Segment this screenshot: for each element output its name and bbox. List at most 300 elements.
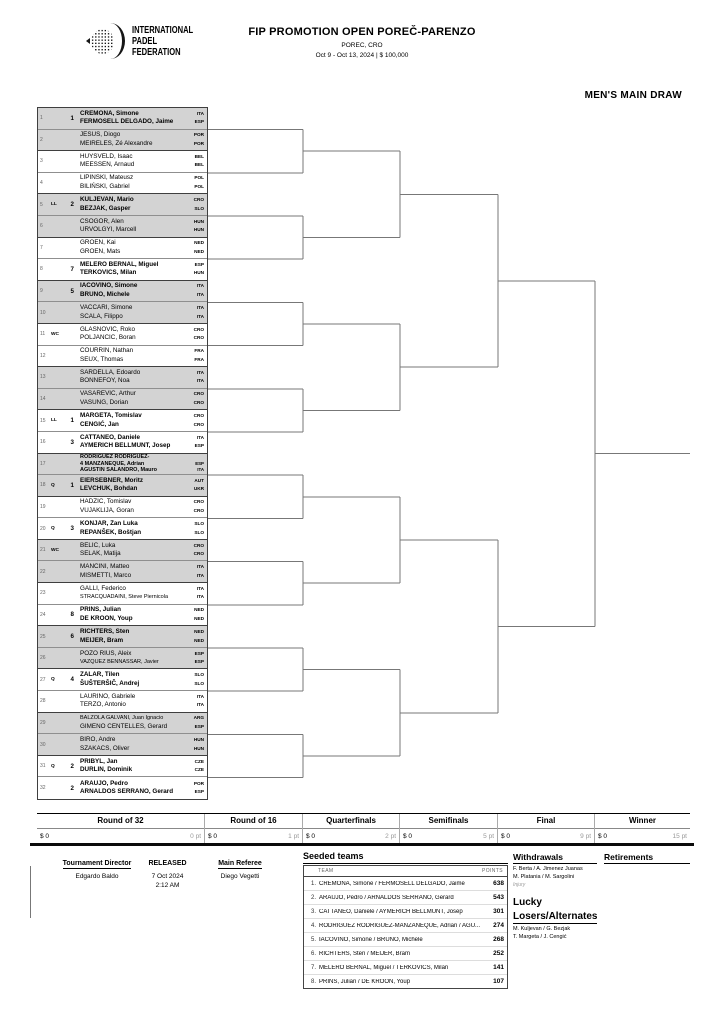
entry-player-2: FERMOSELL DELGADO, Jaime <box>80 118 174 126</box>
entry-player-2: GIMENO CENTELLES, Gerard <box>80 722 168 730</box>
round-prize: $ 0 <box>40 832 50 840</box>
tournament-title: FIP PROMOTION OPEN POREČ-PARENZO <box>248 26 476 38</box>
seeded-team-row <box>304 961 507 975</box>
entry-player-2: SEUX, Thomas <box>80 355 124 363</box>
withdrawal-item: M. Platania / M. Sargolini <box>513 873 575 880</box>
entry-player-2: DURLIN, Dominik <box>80 766 133 774</box>
bracket-entry-5 <box>38 194 207 216</box>
entry-seed: 2 <box>70 201 74 209</box>
round-prize: $ 0 <box>306 832 316 840</box>
entry-countries <box>187 758 207 775</box>
seeded-points: 638 <box>493 880 504 887</box>
entry-seed: 3 <box>70 525 74 533</box>
entry-position: 5 <box>40 201 43 208</box>
round-points: 15 pt <box>672 832 687 840</box>
entry-player-1: BALZOLA GALVANI, Juan Ignacio <box>80 715 164 722</box>
header-title-block <box>162 26 562 59</box>
entry-player-1: ZALAR, Tilen <box>80 671 120 679</box>
entry-seed: 7 <box>70 265 74 273</box>
seeded-team: CATTANEO, Daniele / AYMERICH BELLMUNT, Josep <box>319 908 463 915</box>
entry-players <box>74 628 187 645</box>
seeded-col-team: TEAM <box>318 868 334 874</box>
entry-country-2: ESP <box>194 119 204 125</box>
entry-tag: Q <box>51 763 55 769</box>
entry-country-2: CRO <box>193 421 204 427</box>
entry-country-1: AUT <box>194 477 204 483</box>
bracket-entry-12 <box>38 346 207 368</box>
retirements-section <box>604 852 690 864</box>
entry-player-2: VAZQUEZ BENNASSAR, Javier <box>80 659 159 666</box>
seeded-points: 107 <box>493 978 504 985</box>
entry-player-1: LAURINO, Gabriele <box>80 692 136 700</box>
entry-players <box>74 153 187 170</box>
entry-position: 24 <box>40 611 46 618</box>
entry-countries <box>187 390 207 407</box>
entry-country-1: ESP <box>194 650 204 656</box>
seeded-team-row <box>304 877 507 891</box>
entry-player-2: BRUNO, Michele <box>80 291 130 299</box>
entry-player-1: MARGETA, Tomislav <box>80 412 142 420</box>
entry-countries <box>187 780 207 797</box>
bracket-entry-23 <box>38 583 207 605</box>
bracket-entry-9 <box>38 281 207 303</box>
bracket-entry-16 <box>38 432 207 454</box>
entry-country-1: ITA <box>196 434 204 440</box>
round-prize-row <box>205 829 302 844</box>
round-prize: $ 0 <box>598 832 608 840</box>
entry-player-1: ARAUJO, Pedro <box>80 779 128 787</box>
entry-countries <box>187 477 207 494</box>
entry-countries <box>187 153 207 170</box>
entry-country-1: HUN <box>193 736 204 742</box>
entry-player-2: BILIŃSKI, Gabriel <box>80 183 130 191</box>
entry-countries <box>187 261 207 278</box>
entry-countries <box>187 110 207 127</box>
bracket-entry-18 <box>38 475 207 497</box>
entry-country-2: ESP <box>195 460 204 466</box>
seeded-points: 141 <box>493 964 504 971</box>
entry-countries <box>187 606 207 623</box>
bracket-entry-17 <box>38 454 207 476</box>
entry-player-1: JESUS, Diogo <box>80 131 121 139</box>
padel-ball-icon <box>88 20 126 62</box>
entry-country-2: ESP <box>194 659 204 665</box>
footer-left-rule <box>30 866 31 918</box>
entry-country-2: SLO <box>194 205 204 211</box>
entry-position: 1 <box>40 115 43 122</box>
round-prize: $ 0 <box>501 832 511 840</box>
entry-country-2: ITA <box>196 378 204 384</box>
entry-players <box>74 780 187 797</box>
entry-player-2: POLJANCIC, Boran <box>80 334 136 342</box>
tournament-director-block <box>37 852 157 881</box>
entry-position: 28 <box>40 698 46 705</box>
entry-position: 29 <box>40 719 46 726</box>
round-prize: $ 0 <box>403 832 413 840</box>
tournament-director-label: Tournament Director <box>62 860 132 867</box>
entry-position: 9 <box>40 288 43 295</box>
entry-seed: 2 <box>70 762 74 770</box>
withdrawals-title: Withdrawals <box>513 852 597 864</box>
entry-country-2: CRO <box>193 400 204 406</box>
entry-seed: 5 <box>70 287 74 295</box>
entry-country-2: ITA <box>196 572 204 578</box>
entry-country-2: HUN <box>193 745 204 751</box>
round-column-winner <box>595 814 690 844</box>
entry-players <box>74 585 187 602</box>
entry-countries <box>187 454 207 473</box>
entry-player-2: VASUNG, Dorian <box>80 399 129 407</box>
entry-player-2: MEIRELES, Zé Alexandre <box>80 139 153 147</box>
entry-players <box>74 736 187 753</box>
bracket-entry-15 <box>38 410 207 432</box>
entry-player-1: GALLI, Federico <box>80 584 126 592</box>
round-points: 5 pt <box>483 832 494 840</box>
bracket-entry-25 <box>38 626 207 648</box>
entry-players <box>74 369 187 386</box>
entry-country-1: SLO <box>194 520 204 526</box>
lucky-loser-item: M. Kuljevan / G. Bezjak <box>513 926 571 932</box>
entry-player-1: RODRIGUEZ RODRIGUEZ- <box>80 454 150 461</box>
round-label: Round of 32 <box>37 814 204 829</box>
entry-position: 2 <box>40 136 43 143</box>
entry-player-2: AYMERICH BELLMUNT, Josep <box>80 442 171 450</box>
entry-player-2: SCALA, Filippo <box>80 312 123 320</box>
entry-country-1: ITA <box>196 369 204 375</box>
entry-country-3: ITA <box>197 467 204 472</box>
entry-players <box>74 282 187 299</box>
entry-player-2: LEVCHUK, Bohdan <box>80 485 138 493</box>
entry-player-2: SELAK, Matija <box>80 550 121 558</box>
entry-country-2: POR <box>193 140 204 146</box>
entry-position: 20 <box>40 525 46 532</box>
entry-country-1: HUN <box>193 218 204 224</box>
entry-country-2: FRA <box>194 356 204 362</box>
entry-players <box>74 477 187 494</box>
released-date: 7 Oct 2024 <box>151 873 184 880</box>
round-label: Round of 16 <box>205 814 302 829</box>
round-column-semifinals <box>400 814 498 844</box>
entry-countries <box>187 369 207 386</box>
entry-country-2: CZE <box>194 767 204 773</box>
seeded-rank: 3. <box>310 908 316 915</box>
entry-countries <box>187 563 207 580</box>
entry-player-1: IACOVINO, Simone <box>80 282 138 290</box>
bracket-entry-20 <box>38 518 207 540</box>
entry-position: 6 <box>40 223 43 230</box>
entry-player-2: VUJAKLIJA, Goran <box>80 506 134 514</box>
entry-player-2: MISMETTI, Marco <box>80 571 132 579</box>
draw-title: MEN'S MAIN DRAW <box>584 90 682 101</box>
round-prize-row <box>595 829 690 844</box>
round-prize-row <box>400 829 497 844</box>
ipf-logo-text: INTERNATIONAL PADEL FEDERATION <box>132 23 194 58</box>
entry-country-1: ITA <box>196 585 204 591</box>
entry-countries <box>187 196 207 213</box>
entry-player-1: MELERO BERNAL, Miguel <box>80 260 159 268</box>
round-label: Final <box>498 814 594 829</box>
entry-player-2: BONNEFOY, Noa <box>80 377 130 385</box>
entry-players <box>74 347 187 364</box>
entry-country-1: BEL <box>194 153 204 159</box>
bracket-entry-10 <box>38 302 207 324</box>
lucky-losers-title-line1: Lucky <box>513 897 542 908</box>
entry-player-2: GROEN, Mats <box>80 247 121 255</box>
entry-players <box>74 390 187 407</box>
entry-country-2: NED <box>194 637 204 643</box>
entry-player-1: GLASNOVIC, Roko <box>80 325 135 333</box>
seeded-team-row <box>304 891 507 905</box>
round-column-round-of-16 <box>205 814 303 844</box>
entry-position: 23 <box>40 590 46 597</box>
entry-player-2: ARNALDOS SERRANO, Gerard <box>80 788 174 796</box>
entry-country-2: CRO <box>193 507 204 513</box>
entry-player-2: BEZJAK, Gasper <box>80 204 131 212</box>
entry-country-1: SLO <box>194 672 204 678</box>
entry-countries <box>187 671 207 688</box>
bracket-entry-11 <box>38 324 207 346</box>
round-prize: $ 0 <box>208 832 218 840</box>
bracket-entry-30 <box>38 734 207 756</box>
round-column-round-of-32 <box>37 814 205 844</box>
bracket-entry-24 <box>38 605 207 627</box>
entry-country-1: CRO <box>193 542 204 548</box>
entry-players <box>74 520 187 537</box>
entry-country-1: CZE <box>194 758 204 764</box>
entry-countries <box>187 347 207 364</box>
bracket-entry-8 <box>38 259 207 281</box>
entry-player-1: PRINS, Julian <box>80 606 121 614</box>
entry-countries <box>187 628 207 645</box>
seeded-points: 252 <box>493 950 504 957</box>
entry-countries <box>187 218 207 235</box>
withdrawal-reason: Injury <box>513 882 526 888</box>
seeded-points: 268 <box>493 936 504 943</box>
entry-players <box>74 110 187 127</box>
round-points: 9 pt <box>580 832 591 840</box>
entry-country-1: ITA <box>196 564 204 570</box>
entry-country-1: ITA <box>196 693 204 699</box>
bracket-entry-27 <box>38 669 207 691</box>
round-column-final <box>498 814 595 844</box>
bracket-entries <box>37 107 208 800</box>
entry-player-2: ŠUŠTERŠIČ, Andrej <box>80 679 140 687</box>
entry-country-2: ESP <box>194 723 204 729</box>
released-time: 2:12 AM <box>155 882 180 889</box>
entry-player-2: SZAKACS, Oliver <box>80 744 130 752</box>
tournament-location: POREC, CRO <box>341 42 383 49</box>
entry-players <box>74 563 187 580</box>
entry-player-2: REPANŠEK, Boštjan <box>80 528 142 536</box>
seeded-points: 274 <box>493 922 504 929</box>
entry-country-2: SLO <box>194 529 204 535</box>
entry-country-1: ARG <box>193 715 204 721</box>
bracket-entry-1 <box>38 108 207 130</box>
entry-country-2: CRO <box>193 551 204 557</box>
round-prize-row <box>37 829 204 844</box>
entry-player-2: DE KROON, Youp <box>80 614 133 622</box>
main-referee-block <box>205 852 275 881</box>
entry-player-1: POZO RIUS, Aleix <box>80 649 132 657</box>
entry-country-1: CRO <box>193 499 204 505</box>
seeded-col-points: POINTS <box>481 868 503 874</box>
entry-countries <box>187 131 207 148</box>
seeded-team-row <box>304 933 507 947</box>
entry-position: 7 <box>40 244 43 251</box>
withdrawals-section <box>513 852 597 941</box>
entry-seed: 1 <box>70 417 74 425</box>
entry-tag: Q <box>51 677 55 683</box>
entry-country-1: POR <box>193 132 204 138</box>
entry-player-1: HUYSVELD, Isaac <box>80 152 133 160</box>
entry-country-1: CRO <box>193 326 204 332</box>
entry-tag: WC <box>51 547 59 553</box>
seeded-rank: 1. <box>310 880 316 887</box>
entry-position: 18 <box>40 482 46 489</box>
bracket-entry-13 <box>38 367 207 389</box>
entry-player-2: MEIJER, Bram <box>80 636 124 644</box>
seeded-team-row <box>304 919 507 933</box>
entry-player-1: RICHTERS, Sten <box>80 627 130 635</box>
entry-countries <box>187 412 207 429</box>
entry-countries <box>187 542 207 559</box>
entry-tag: LL <box>51 202 57 208</box>
entry-countries <box>187 282 207 299</box>
withdrawal-item: F. Berta / A. Jimenez Juanas <box>513 866 583 872</box>
entry-player-1: PRIBYL, Jan <box>80 757 118 765</box>
entry-countries <box>187 714 207 731</box>
entry-country-2: BEL <box>194 162 204 168</box>
entry-country-1: FRA <box>194 348 204 354</box>
entry-position: 3 <box>40 158 43 165</box>
entry-country-2: ITA <box>196 702 204 708</box>
lucky-loser-item: T. Margeta / J. Cengić <box>513 933 567 940</box>
entry-players <box>74 196 187 213</box>
entry-position: 16 <box>40 439 46 446</box>
entry-country-2: HUN <box>193 270 204 276</box>
entry-country-1: CRO <box>193 197 204 203</box>
entry-player-1: HADZIC, Tomislav <box>80 498 132 506</box>
entry-country-2: CRO <box>193 335 204 341</box>
entry-country-2: ITA <box>196 594 204 600</box>
seeded-rank: 5. <box>310 936 316 943</box>
entry-players <box>74 218 187 235</box>
entry-country-1: ESP <box>194 261 204 267</box>
seeded-teams-table <box>303 865 508 989</box>
bracket-entry-7 <box>38 238 207 260</box>
entry-country-2: POL <box>194 184 204 190</box>
entry-countries <box>187 736 207 753</box>
tournament-dates: Oct 9 - Oct 13, 2024 | $ 100,000 <box>315 52 409 59</box>
round-column-quarterfinals <box>303 814 400 844</box>
entry-position: 32 <box>40 785 46 792</box>
entry-position: 11 <box>40 331 46 338</box>
entry-seed: 8 <box>70 611 74 619</box>
entry-player-2: MEESSEN, Arnaud <box>80 161 135 169</box>
entry-countries <box>187 304 207 321</box>
entry-player-1: CREMONA, Simone <box>80 109 139 117</box>
entry-country-1: NED <box>194 240 204 246</box>
entry-player-1: SARDELLA, Edoardo <box>80 368 141 376</box>
entry-players <box>74 239 187 256</box>
entry-seed: 6 <box>70 633 74 641</box>
entry-position: 17 <box>40 460 46 467</box>
bracket-entry-21 <box>38 540 207 562</box>
entry-position: 21 <box>40 547 46 554</box>
entry-players <box>74 714 187 731</box>
entry-players <box>74 498 187 515</box>
entry-players <box>74 261 187 278</box>
bracket-entry-14 <box>38 389 207 411</box>
entry-players <box>74 326 187 343</box>
seeded-team-row <box>304 975 507 988</box>
entry-player-1: LIPINSKI, Mateusz <box>80 174 134 182</box>
seeded-teams-section <box>303 851 508 989</box>
entry-players <box>74 606 187 623</box>
bracket-entry-6 <box>38 216 207 238</box>
entry-seed: 3 <box>70 438 74 446</box>
entry-player-1: MANCINI, Matteo <box>80 563 130 571</box>
entry-position: 27 <box>40 676 46 683</box>
footer-divider <box>30 843 694 846</box>
entry-country-2: ITA <box>196 292 204 298</box>
entry-players <box>74 304 187 321</box>
lucky-losers-title-line2: Losers/Alternates <box>513 911 598 922</box>
seeded-team-row <box>304 947 507 961</box>
bracket-entry-4 <box>38 173 207 195</box>
seeded-teams-header <box>304 866 507 877</box>
entry-player-1: BIRO, Andre <box>80 735 116 743</box>
seeded-team: IACOVINO, Simone / BRUNO, Michele <box>319 936 423 943</box>
entry-position: 4 <box>40 180 43 187</box>
entry-country-1: ITA <box>196 305 204 311</box>
seeded-team: CREMONA, Simone / FERMOSELL DELGADO, Jaime <box>319 880 465 887</box>
seeded-teams-title: Seeded teams <box>303 851 508 864</box>
entry-seed: 4 <box>70 676 74 684</box>
rounds-bar <box>37 813 690 844</box>
entry-countries <box>187 434 207 451</box>
entry-player-2: STRACQUADAINI, Steve Piernicola <box>80 594 169 601</box>
entry-seed: 1 <box>70 114 74 122</box>
bracket-entry-19 <box>38 497 207 519</box>
entry-country-1: NED <box>194 607 204 613</box>
entry-seed: 1 <box>70 481 74 489</box>
entry-countries <box>187 585 207 602</box>
released-label: RELEASED <box>148 860 187 867</box>
entry-players <box>74 758 187 775</box>
entry-country-1: CRO <box>193 413 204 419</box>
entry-position: 26 <box>40 655 46 662</box>
retirements-title: Retirements <box>604 852 690 864</box>
entry-player-2: CENGIĆ, Jan <box>80 420 119 428</box>
round-points: 1 pt <box>288 832 299 840</box>
entry-player-1: EIERSEBNER, Moritz <box>80 476 143 484</box>
entry-seed: 2 <box>70 784 74 792</box>
bracket-entry-28 <box>38 691 207 713</box>
entry-tag: Q <box>51 526 55 532</box>
round-label: Semifinals <box>400 814 497 829</box>
entry-country-2: NED <box>194 615 204 621</box>
entry-country-1: ITA <box>196 110 204 116</box>
bracket-entry-22 <box>38 561 207 583</box>
round-label: Winner <box>595 814 690 829</box>
seeded-points: 301 <box>493 908 504 915</box>
entry-countries <box>187 520 207 537</box>
entry-country-2: NED <box>194 248 204 254</box>
entry-player-1: CATTANEO, Daniele <box>80 433 140 441</box>
entry-position: 19 <box>40 503 46 510</box>
entry-player-1: CSOGÖR, Alen <box>80 217 124 225</box>
